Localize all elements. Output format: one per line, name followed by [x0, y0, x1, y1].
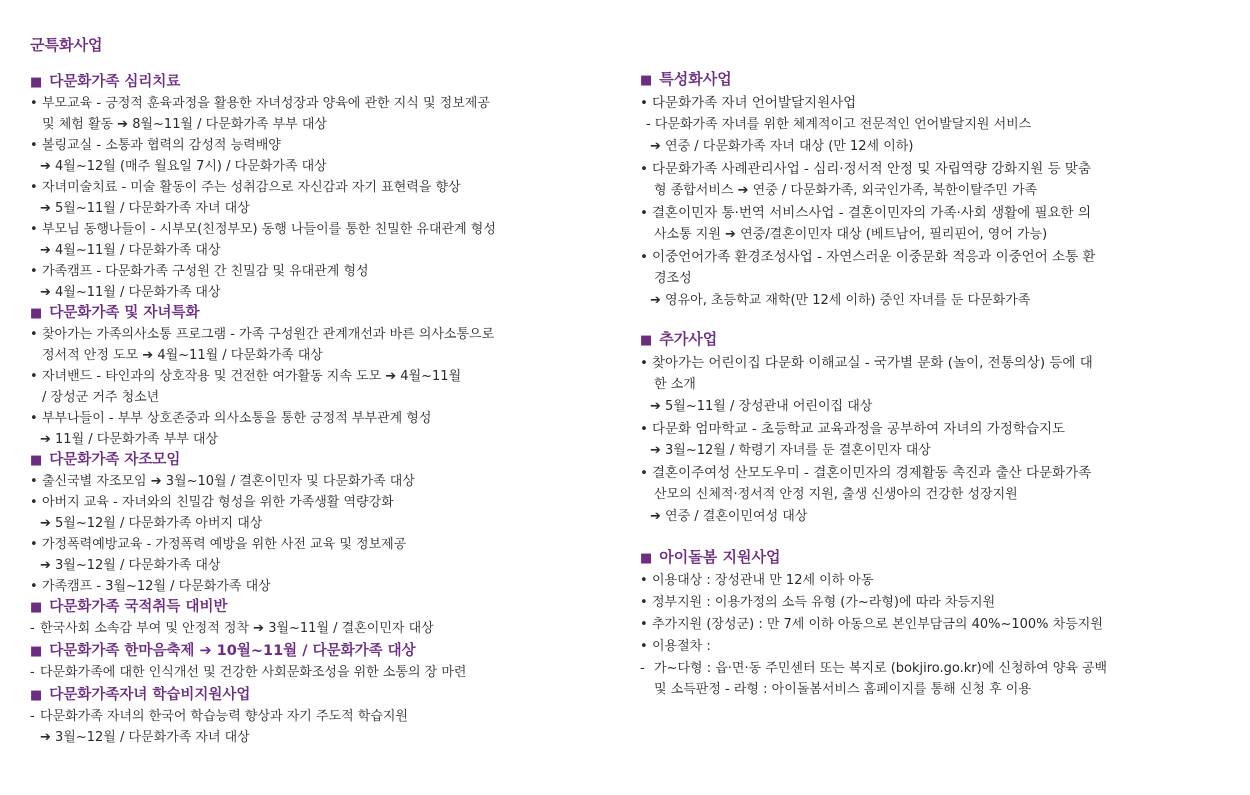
bullet-icon: • — [30, 369, 38, 384]
bullet-icon: • — [640, 573, 648, 588]
list-item-detail: ➔ 5월~12월 / 다문화가족 아버지 대상 — [40, 516, 263, 531]
bullet-icon: • — [30, 474, 38, 489]
bullet-icon: • — [640, 95, 648, 111]
list-item-detail: ➔ 3월~12월 / 다문화가족 대상 — [40, 558, 221, 573]
list-item-detail: - 다문화가족 자녀를 위한 체계적이고 전문적인 언어발달지원 서비스 — [646, 117, 1032, 132]
bullet-icon: • — [640, 639, 648, 654]
square-marker-icon: ■ — [30, 306, 43, 321]
list-item: • 정부지원 : 이용가정의 소득 유형 (가~라형)에 따라 차등지원 — [640, 592, 1220, 614]
list-item-detail: ➔ 연중 / 결혼이민여성 대상 — [650, 509, 808, 524]
list-item: • 출신국별 자조모임 ➔ 3월~10월 / 결혼이민자 및 다문화가족 대상 — [30, 471, 608, 492]
list-item: - 가~다형 : 읍·면·동 주민센터 또는 복지로 (bokjiro.go.kr)에 신청하여 양육 공백 — [640, 661, 1108, 676]
bullet-icon: • — [640, 617, 648, 632]
bullet-icon: • — [30, 327, 38, 342]
list-item: • 가족캠프 - 3월~12월 / 다문화가족 대상 — [30, 576, 608, 597]
list-item: • 아버지 교육 - 자녀와의 친밀감 형성을 위한 가족생활 역량강화 — [30, 492, 608, 513]
right-column — [640, 68, 1220, 701]
list-item-detail: / 장성군 거주 청소년 — [42, 390, 160, 405]
bullet-icon: • — [640, 421, 648, 437]
bullet-icon: • — [640, 595, 648, 610]
square-marker-icon: ■ — [640, 551, 653, 566]
bullet-icon: • — [640, 249, 648, 265]
list-item: • 추가지원 (장성군) : 만 7세 이하 아동으로 본인부담금의 40%~100% 차등지원 — [640, 614, 1220, 636]
list-item-detail: ➔ 5월~11월 / 장성관내 어린이집 대상 — [650, 399, 873, 414]
list-item-detail: 사소통 지원 ➔ 연중/결혼이민자 대상 (베트남어, 필리핀어, 영어 가능) — [654, 227, 1048, 242]
section-title-childcare: ■ 아이돌봄 지원사업 — [640, 548, 781, 566]
list-item: • 찾아가는 가족의사소통 프로그램 - 가족 구성원간 관계개선과 바른 의사소통으로 — [30, 324, 608, 345]
list-item: • 가족캠프 - 다문화가족 구성원 간 친밀감 및 유대관계 형성 — [30, 261, 608, 282]
list-item-detail: ➔ 연중 / 다문화가족 자녀 대상 (만 12세 이하) — [650, 139, 914, 154]
list-item-detail: ➔ 4월~12월 (매주 월요일 7시) / 다문화가족 대상 — [40, 159, 327, 174]
section-title-children: ■ 다문화가족 및 자녀특화 — [30, 305, 200, 321]
bullet-icon: • — [640, 205, 648, 221]
section-title-tuition: ■ 다문화가족자녀 학습비지원사업 — [30, 687, 251, 703]
section-title-additional: ■ 추가사업 — [640, 330, 718, 348]
section-title-self-help: ■ 다문화가족 자조모임 — [30, 452, 181, 468]
list-item-detail: ➔ 영유아, 초등학교 재학(만 12세 이하) 중인 자녀를 둔 다문화가족 — [650, 293, 1031, 308]
bullet-icon: • — [30, 495, 38, 510]
list-item: • 볼링교실 - 소통과 협력의 감성적 능력배양 — [30, 135, 608, 156]
list-item: • 이중언어가족 환경조성사업 - 자연스러운 이중문화 적응과 이중언어 소통 환 — [640, 246, 1220, 268]
bullet-icon: • — [30, 222, 38, 237]
square-marker-icon: ■ — [30, 644, 43, 659]
list-item: • 다문화 엄마학교 - 초등학교 교육과정을 공부하여 자녀의 가정학습지도 — [640, 418, 1220, 440]
list-item-detail: ➔ 4월~11월 / 다문화가족 대상 — [40, 243, 221, 258]
bullet-icon: • — [640, 465, 648, 481]
square-marker-icon: ■ — [30, 75, 43, 90]
section-title-psychotherapy: ■ 다문화가족 심리치료 — [30, 74, 181, 90]
list-item: • 이용절차 : — [640, 636, 1220, 658]
list-item: • 가정폭력예방교육 - 가정폭력 예방을 위한 사전 교육 및 정보제공 — [30, 534, 608, 555]
bullet-icon: • — [30, 537, 38, 552]
square-marker-icon: ■ — [30, 600, 43, 615]
section-title-festival: ■ 다문화가족 한마음축제 ➔ 10월~11월 / 다문화가족 대상 — [30, 643, 416, 659]
list-item-detail: ➔ 3월~12월 / 다문화가족 자녀 대상 — [40, 730, 250, 745]
square-marker-icon: ■ — [30, 688, 43, 703]
list-item: • 부모교육 - 긍정적 훈육과정을 활용한 자녀성장과 양육에 관한 지식 및 정보제공 — [30, 93, 608, 114]
list-item-detail: ➔ 4월~11월 / 다문화가족 대상 — [40, 285, 221, 300]
list-item: - 다문화가족에 대한 인식개선 및 건강한 사회문화조성을 위한 소통의 장 마련 — [30, 665, 467, 680]
list-item-detail: 한 소개 — [654, 377, 696, 392]
left-column — [30, 72, 608, 748]
bullet-icon: • — [30, 96, 38, 111]
list-item-detail: 산모의 신체적·정서적 안정 지원, 출생 신생아의 건강한 성장지원 — [654, 487, 1018, 502]
list-item: • 자녀미술치료 - 미술 활동이 주는 성취감으로 자신감과 자기 표현력을 향상 — [30, 177, 608, 198]
bullet-icon: • — [30, 411, 38, 426]
bullet-icon: • — [30, 579, 38, 594]
list-item: • 이용대상 : 장성관내 만 12세 이하 아동 — [640, 570, 1220, 592]
square-marker-icon: ■ — [30, 453, 43, 468]
list-item: • 찾아가는 어린이집 다문화 이해교실 - 국가별 문화 (놀이, 전통의상) 등에 대 — [640, 352, 1220, 374]
list-item: • 다문화가족 자녀 언어발달지원사업 — [640, 92, 1220, 114]
bullet-icon: • — [30, 138, 38, 153]
list-item-detail: ➔ 3월~12월 / 학령기 자녀를 둔 결혼이민자 대상 — [650, 443, 931, 458]
list-item: • 결혼이주여성 산모도우미 - 결혼이민자의 경제활동 촉진과 출산 다문화가족 — [640, 462, 1220, 484]
list-item-detail: 정서적 안정 도모 ➔ 4월~11월 / 다문화가족 대상 — [42, 348, 323, 363]
list-item: • 부모님 동행나들이 - 시부모(친정부모) 동행 나들이를 통한 친밀한 유대관계 형성 — [30, 219, 608, 240]
list-item-detail: 및 체험 활동 ➔ 8월~11월 / 다문화가족 부부 대상 — [42, 117, 327, 132]
list-item: - 다문화가족 자녀의 한국어 학습능력 향상과 자기 주도적 학습지원 — [30, 709, 408, 724]
page-title: 군특화사업 — [30, 36, 103, 54]
list-item: • 자녀밴드 - 타인과의 상호작용 및 건전한 여가활동 지속 도모 ➔ 4월~11월 — [30, 366, 608, 387]
list-item-detail: 및 소득판정 - 라형 : 아이돌봄서비스 홈페이지를 통해 신청 후 이용 — [654, 682, 1031, 697]
list-item-detail: 형 종합서비스 ➔ 연중 / 다문화가족, 외국인가족, 북한이탈주민 가족 — [654, 183, 1038, 198]
list-item: - 한국사회 소속감 부여 및 안정적 정착 ➔ 3월~11월 / 결혼이민자 대상 — [30, 621, 434, 636]
bullet-icon: • — [30, 180, 38, 195]
list-item-detail: 경조성 — [654, 271, 692, 286]
list-item: • 부부나들이 - 부부 상호존중과 의사소통을 통한 긍정적 부부관계 형성 — [30, 408, 608, 429]
list-item-detail: ➔ 5월~11월 / 다문화가족 자녀 대상 — [40, 201, 250, 216]
bullet-icon: • — [30, 264, 38, 279]
bullet-icon: • — [640, 161, 648, 177]
list-item: • 다문화가족 사례관리사업 - 심리·정서적 안정 및 자립역량 강화지원 등 맞춤 — [640, 158, 1220, 180]
list-item-detail: ➔ 11월 / 다문화가족 부부 대상 — [40, 432, 219, 447]
square-marker-icon: ■ — [640, 333, 653, 348]
bullet-icon: • — [640, 355, 648, 371]
section-title-nationality: ■ 다문화가족 국적취득 대비반 — [30, 599, 228, 615]
section-title-specialized: ■ 특성화사업 — [640, 70, 732, 88]
list-item: • 결혼이민자 통·번역 서비스사업 - 결혼이민자의 가족·사회 생활에 필요한 의 — [640, 202, 1220, 224]
square-marker-icon: ■ — [640, 73, 653, 88]
